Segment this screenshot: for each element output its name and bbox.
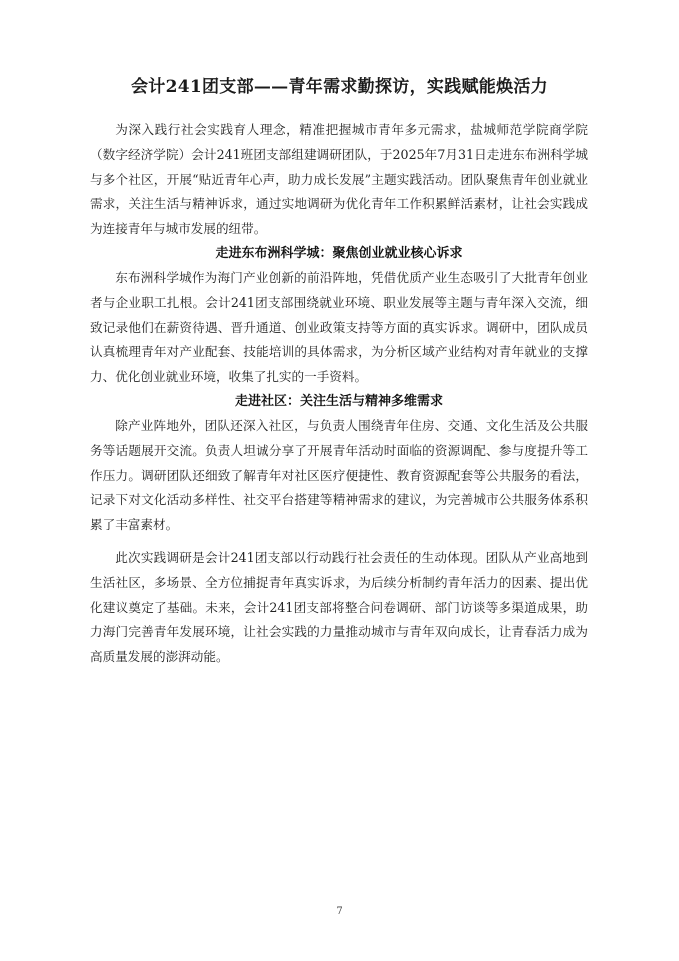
section-heading-community: 走进社区：关注生活与精神多维需求 (234, 393, 443, 409)
section-heading-science-city: 走进东布洲科学城：聚焦创业就业核心诉求 (215, 245, 463, 261)
section-paragraph-science-city: 东布洲科学城作为海门产业创新的前沿阵地，凭借优质产业生态吸引了大批青年创业者与企业职工扎根。会计241团支部围绕就业环境、职业发展等主题与青年深入交流，细致记录他们在薪资待遇、晋升通道、创业政策支持等方面的真实诉求。调研中，团队成员认真梳理青年对产业配套、技能培训的具体需求，为分析区域产业结构对青年就业的支撑力、优化创业就业环境，收集了扎实的一手资料。 (90, 269, 588, 385)
conclusion-paragraph: 此次实践调研是会计241团支部以行动践行社会责任的生动体现。团队从产业高地到生活社区，多场景、全方位捕捉青年真实诉求，为后续分析制约青年活力的因素、提出优化建议奠定了基础。未来，会计241团支部将整合问卷调研、部门访谈等多渠道成果，助力海门完善青年发展环境，让社会实践的力量推动城市与青年双向成长，让青春活力成为高质量发展的澎湃动能。 (90, 549, 588, 665)
page-number: 7 (336, 906, 343, 917)
intro-paragraph: 为深入践行社会实践育人理念，精准把握城市青年多元需求，盐城师范学院商学院（数字经济学院）会计241班团支部组建调研团队，于2025年7月31日走进东布洲科学城与多个社区，开展“贴近青年心声，助力成长发展”主题实践活动。团队聚焦青年创业就业需求，关注生活与精神诉求，通过实地调研为优化青年工作积累鲜活素材，让社会实践成为连接青年与城市发展的纽带。 (90, 122, 588, 237)
section-paragraph-community: 除产业阵地外，团队还深入社区，与负责人围绕青年住房、交通、文化生活及公共服务等话题展开交流。负责人坦诚分享了开展青年活动时面临的资源调配、参与度提升等工作压力。调研团队还细致了解青年对社区医疗便捷性、教育资源配套等公共服务的看法，记录下对文化活动多样性、社交平台搭建等精神需求的建议，为完善城市公共服务体系积累了丰富素材。 (90, 417, 588, 533)
document-body (90, 118, 588, 670)
document-title: 会计241团支部——青年需求勤探访，实践赋能焕活力 (131, 77, 548, 97)
